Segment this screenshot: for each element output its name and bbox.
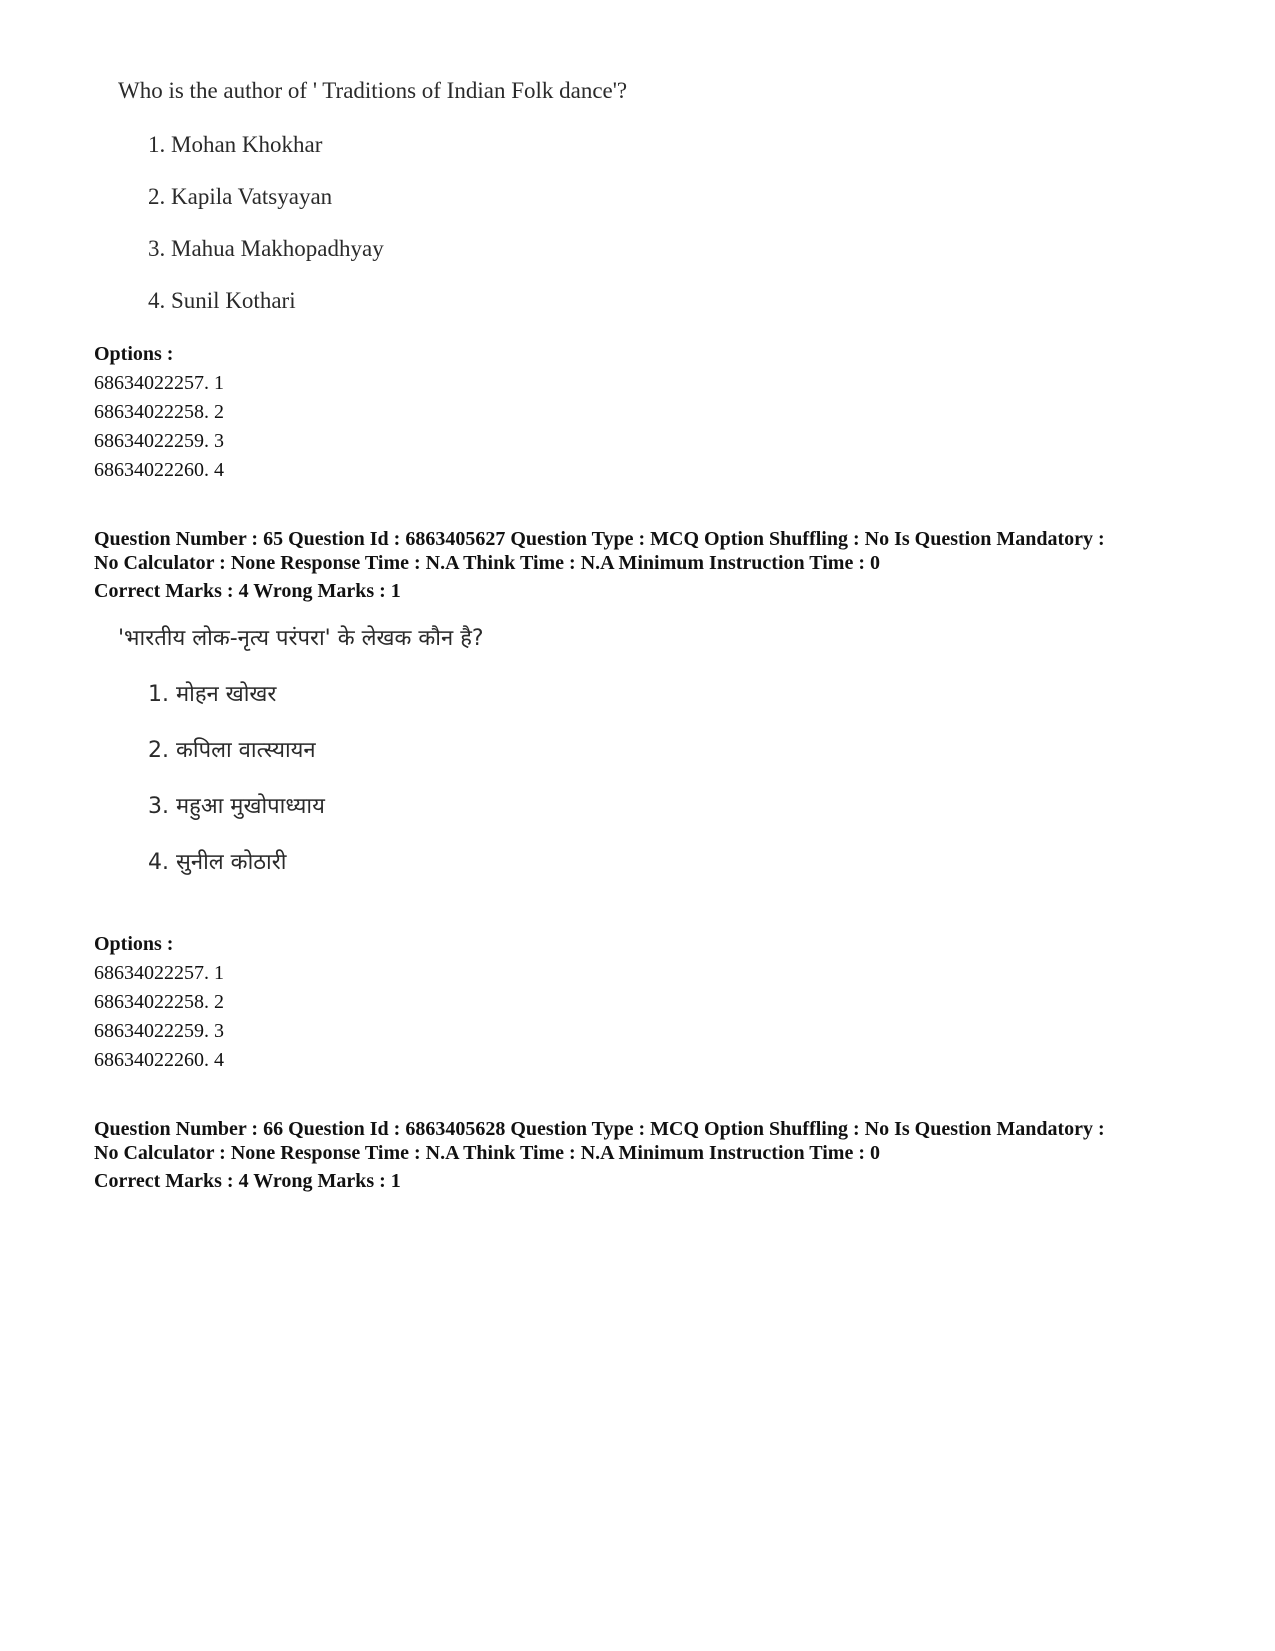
option-row: 68634022257. 1 <box>94 962 224 984</box>
choice-item: 4. Sunil Kothari <box>148 288 296 313</box>
options-list <box>94 340 224 485</box>
question-meta-line: No Calculator : None Response Time : N.A Think Time : N.A Minimum Instruction Time : 0 <box>94 552 880 574</box>
choice-item: 1. Mohan Khokhar <box>148 132 323 157</box>
option-row: 68634022259. 3 <box>94 1020 224 1042</box>
question-stem: Who is the author of ' Traditions of Indian Folk dance'? <box>118 78 628 103</box>
option-row: 68634022260. 4 <box>94 1049 224 1071</box>
question-meta <box>94 1117 1194 1165</box>
marks-line: Correct Marks : 4 Wrong Marks : 1 <box>94 580 401 602</box>
question-meta-line: Question Number : 66 Question Id : 6863405628 Question Type : MCQ Option Shuffling : No Is Question Mandatory : <box>94 1118 1105 1140</box>
option-row: 68634022260. 4 <box>94 459 224 481</box>
question-image-english <box>118 78 627 314</box>
choice-item: 3. Mahua Makhopadhyay <box>148 236 384 261</box>
choice-item: 2. कपिला वात्स्यायन <box>148 738 316 763</box>
choice-item: 1. मोहन खोखर <box>148 682 277 707</box>
option-row: 68634022258. 2 <box>94 401 224 423</box>
question-meta <box>94 527 1194 575</box>
question-stem: 'भारतीय लोक-नृत्य परंपरा' के लेखक कौन है? <box>118 626 484 651</box>
question-image-hindi <box>118 622 484 876</box>
options-list <box>94 930 224 1075</box>
marks-line: Correct Marks : 4 Wrong Marks : 1 <box>94 1170 401 1192</box>
option-row: 68634022259. 3 <box>94 430 224 452</box>
option-row: 68634022258. 2 <box>94 991 224 1013</box>
choice-item: 2. Kapila Vatsyayan <box>148 184 333 209</box>
choice-item: 4. सुनील कोठारी <box>148 850 287 875</box>
choice-item: 3. महुआ मुखोपाध्याय <box>148 794 325 819</box>
options-label: Options : <box>94 933 174 955</box>
question-meta-line: Question Number : 65 Question Id : 6863405627 Question Type : MCQ Option Shuffling : No Is Question Mandatory : <box>94 528 1105 550</box>
options-label: Options : <box>94 343 174 365</box>
question-meta-line: No Calculator : None Response Time : N.A Think Time : N.A Minimum Instruction Time : 0 <box>94 1142 880 1164</box>
option-row: 68634022257. 1 <box>94 372 224 394</box>
